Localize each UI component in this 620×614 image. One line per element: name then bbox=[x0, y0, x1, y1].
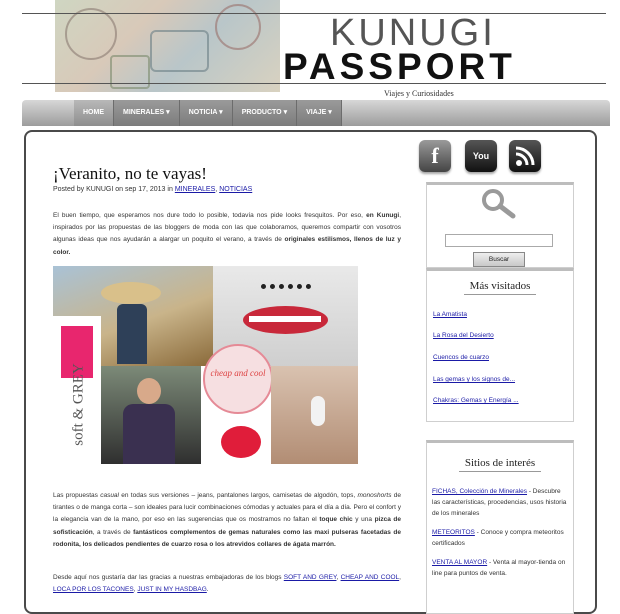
post-paragraph-3: Desde aquí nos gustaría dar las gracias a nuestras embajadoras de los blogs SOFT AND GREY, CHEAP AND COOL, LOCA POR LOS TACONES, JUST IN MY HASDBAG. bbox=[53, 574, 401, 594]
dress-shape bbox=[123, 404, 175, 464]
meta-separator: , bbox=[215, 186, 218, 193]
stamp-mark bbox=[215, 4, 261, 50]
nav-menu bbox=[74, 100, 342, 126]
most-visited-link[interactable]: Cuencos de cuarzo bbox=[433, 354, 490, 361]
site-desc: - Venta al mayor-tienda on line para puntos de venta. bbox=[432, 559, 566, 577]
magnifier-icon bbox=[479, 187, 519, 221]
category-link-minerales[interactable]: MINERALES bbox=[174, 186, 216, 193]
flowers-shape bbox=[221, 426, 261, 458]
blog-link-soft-and-grey[interactable]: SOFT AND GREY bbox=[283, 574, 337, 581]
rss-glyph bbox=[509, 140, 541, 172]
header-rule-top bbox=[22, 13, 606, 14]
stamp-mark bbox=[65, 8, 117, 60]
site-item bbox=[427, 557, 573, 579]
nav-item-home[interactable]: HOME bbox=[74, 100, 114, 126]
text-italic: casual bbox=[100, 492, 119, 499]
nav-item-viaje[interactable]: VIAJE ▾ bbox=[297, 100, 342, 126]
hat-shape bbox=[101, 282, 161, 304]
post-meta bbox=[53, 186, 252, 193]
nav-item-noticia[interactable]: NOTICIA ▾ bbox=[180, 100, 233, 126]
facebook-icon[interactable]: f bbox=[419, 140, 451, 172]
most-visited-link[interactable]: Las gemas y los signos de... bbox=[433, 376, 516, 383]
text-span: Desde aquí nos gustaría dar las gracias a nuestras embajadoras de los blogs bbox=[53, 574, 282, 581]
blog-link-cheap-and-cool[interactable]: CHEAP AND COOL bbox=[340, 574, 400, 581]
widget-title bbox=[427, 280, 573, 295]
category-link-noticias[interactable]: NOTICIAS bbox=[219, 186, 253, 193]
nav-item-producto[interactable]: PRODUCTO ▾ bbox=[233, 100, 297, 126]
cheap-cool-badge bbox=[203, 344, 273, 414]
logo-line-1[interactable]: KUNUGI bbox=[330, 12, 496, 54]
post-meta-text: Posted by KUNUGI on sep 17, 2013 in bbox=[53, 186, 173, 193]
cheap-cool-text: cheap and cool bbox=[210, 368, 266, 378]
blog-link-loca-por-los-tacones[interactable]: LOCA POR LOS TACONES bbox=[53, 586, 134, 594]
nav-item-label: VIAJE bbox=[306, 109, 327, 116]
sites-title: Sitios de interés bbox=[459, 457, 541, 472]
site-tagline: Viajes y Curiosidades bbox=[384, 89, 454, 98]
face-shape bbox=[137, 378, 161, 404]
site-item bbox=[427, 527, 573, 549]
site-link-fichas[interactable]: FICHAS, Colección de Minerales bbox=[432, 488, 528, 495]
nav-item-label: PRODUCTO bbox=[241, 109, 282, 116]
logo-line-2[interactable]: PASSPORT bbox=[283, 46, 516, 87]
soft-grey-text: soft & GREY bbox=[70, 363, 87, 446]
site-link-venta-al-mayor[interactable]: VENTA AL MAYOR bbox=[432, 559, 488, 566]
stamp-mark bbox=[150, 30, 209, 72]
earring-shape bbox=[311, 396, 325, 426]
text-bold: toque chic bbox=[319, 516, 353, 524]
text-bold: pizca de sofisticación bbox=[53, 516, 402, 536]
text-span: en todas sus versiones – jeans, pantalones largos, camisetas de algodón, tops, bbox=[121, 492, 356, 499]
photo-girl-dress bbox=[101, 366, 201, 464]
figure-shape bbox=[117, 304, 147, 364]
nav-item-label: NOTICIA bbox=[188, 109, 218, 116]
site-desc: - Descubre las características, procedencias, usos historia de los minerales bbox=[432, 488, 567, 517]
nav-item-label: MINERALES bbox=[123, 109, 165, 116]
sites-of-interest-widget bbox=[426, 440, 574, 614]
site-header bbox=[0, 0, 620, 100]
post-paragraph-1 bbox=[53, 210, 401, 259]
post-image-collage[interactable] bbox=[53, 266, 358, 464]
rss-icon[interactable] bbox=[509, 140, 541, 172]
widget-title bbox=[427, 457, 573, 472]
blog-link-just-in-my-hasdbag[interactable]: JUST IN MY HASDBAG bbox=[137, 586, 207, 594]
text-bold: fantásticos complementos de gemas naturales como las maxi pulseras facetadas de rodonita, los delicados pendientes de cuarzo rosa o los atrevidos collares de ágata marrón. bbox=[53, 528, 401, 548]
teeth-print bbox=[249, 316, 321, 322]
text-span: de tirantes o de manga corta – son ideales para lucir combinaciones cómodas y actuales para el día a día. Pero el confort y la elegancia van de la mano, por eso en las sugerencias que os mostramos no faltan el bbox=[53, 492, 401, 524]
text-span: Las propuestas bbox=[53, 492, 98, 499]
youtube-icon[interactable]: You bbox=[465, 140, 497, 172]
post-title[interactable]: ¡Veranito, no te vayas! bbox=[53, 164, 207, 183]
main-nav bbox=[22, 100, 610, 126]
most-visited-title: Más visitados bbox=[464, 280, 537, 295]
text-span: y una bbox=[355, 516, 372, 524]
text-bold: en Kunugi bbox=[366, 212, 400, 219]
most-visited-link[interactable]: La Amatista bbox=[433, 311, 467, 318]
nav-item-minerales[interactable]: MINERALES ▾ bbox=[114, 100, 180, 126]
photo-earring bbox=[271, 366, 358, 464]
most-visited-link[interactable]: La Rosa del Desierto bbox=[433, 332, 494, 339]
site-item bbox=[427, 486, 573, 519]
text-span: El buen tiempo, que esperamos nos dure todo lo posible, todavía nos pide looks fresquitos. Por eso, bbox=[53, 212, 363, 219]
most-visited-link[interactable]: Chakras: Gemas y Energía ... bbox=[433, 397, 519, 404]
search-input[interactable] bbox=[445, 234, 553, 247]
search-button[interactable]: Buscar bbox=[473, 252, 525, 267]
site-link-meteoritos[interactable]: METEORITOS bbox=[432, 529, 475, 536]
post-paragraph-2 bbox=[53, 490, 401, 551]
text-bold: originales estilismos, llenos de luz y color. bbox=[53, 236, 402, 256]
necklace bbox=[261, 272, 311, 289]
text-span: , a través de bbox=[92, 528, 131, 536]
site-desc: - Conoce y compra meteoritos certificados bbox=[432, 529, 564, 547]
search-widget bbox=[426, 182, 574, 268]
text-italic: monoshorts bbox=[357, 492, 392, 499]
text-span: , inspirados por las propuestas de las bloggers de moda con las que colaboramos, queremos compartir con vosotros algunas ideas que nos ayudarán a alargar un poquito el verano, a través de bbox=[53, 212, 401, 244]
most-visited-widget bbox=[426, 268, 574, 422]
soft-grey-logo bbox=[53, 316, 101, 464]
